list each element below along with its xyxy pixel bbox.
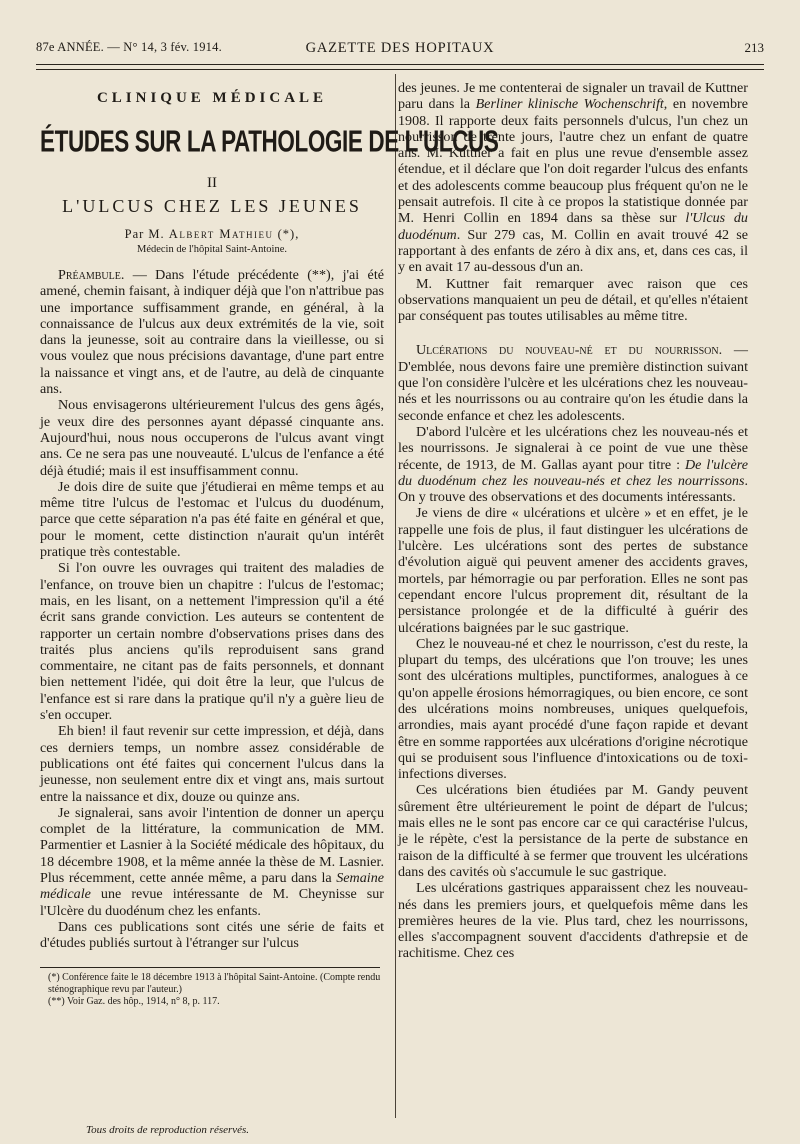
paragraph: Si l'on ouvre les ouvrages qui traitent des maladies de l'enfance, on trouve bien un chapitre : l'ulcus de l'estomac; mais, en les lisant, on a nettement l'impression qu'il a été écrit sans grande conviction. Les auteurs se contentent de rapporter un certain nombre d'observations prises dans des traités plus anciens qu'ils reproduisent sans grand commentaire, ne citant pas de faits personnels, et donnant bien nettement l'idée, qui doit être la leur, que l'ulcus de l'enfance est si rare dans la pratique qu'il n'y a guère lieu de s'en occuper. [40,560,384,724]
column-divider [395,74,396,1118]
issue-info: 87e ANNÉE. — N° 14, 3 fév. 1914. [36,40,222,54]
author-name: Albert Mathieu [168,227,274,241]
paragraph: Nous envisagerons ultérieurement l'ulcus des gens âgés, je veux dire des personnes ayant dépassé cinquante ans. Aujourd'hui, nous nous occuperons de l'ulcus avant vingt ans. Ce ne sera pas une nouveauté. L'ulcus de l'enfance a été déjà étudié; mais il est insuffisamment connu. [40,397,384,479]
paragraph: des jeunes. Je me contenterai de signaler un travail de Kuttner paru dans la Berliner klinische Wochenschrift, en novembre 1908. Il rapporte deux faits personnels d'ulcus, l'un chez un nourrisson de trente jours, l'autre chez un enfant de quatre ans. M. Kuttner a fait en plus une revue d'ensemble assez étendue, et il déclare que l'on doit regarder l'ulcus des enfants et des adolescents comme beaucoup plus fréquent qu'on ne le pensait autrefois. Il cite à ce propos la statistique donnée par M. Henri Collin en 1894 dans sa thèse sur l'Ulcus du duodénum. Sur 279 cas, M. Collin en avait trouvé 42 se rapportant à des enfants de zéro à dix ans, et, dans ces cas, il y en avait 17 au-dessous d'un an. [398,80,748,276]
paragraph: M. Kuttner fait remarquer avec raison que ces observations manquaient un peu de détail, et qu'elles n'étaient par conséquent pas toutes utilisables au même titre. [398,275,748,325]
paragraph: Ulcérations du nouveau-né et du nourrisson. — D'emblée, nous devons faire une première distinction suivant que l'on considère l'ulcère et les ulcérations chez les nouveau-nés et les nourrissons ou au contraire qu'on les étudie dans la seconde enfance et chez les adolescents. [398,342,748,424]
paragraph: Les ulcérations gastriques apparaissent chez les nouveau-nés dans les premiers jours, et quelquefois même dans les premières heures de la vie. Plus tard, chez les nourrissons, elles s'accompagnent souvent d'accidents d'athrepsie et de rachitisme. Chez ces [398,880,748,962]
page-number: 213 [744,40,764,55]
byline-suffix: (*), [273,227,300,241]
subsection-heading: Ulcérations du nouveau-né et du nourrisson. [416,342,723,359]
section-gap [398,324,748,342]
paragraph: Je dois dire de suite que j'étudierai en même temps et au même titre l'ulcus de l'estomac et l'ulcus du duodénum, parce que cette séparation n'a pas été faite en général et que, pour le moment, cette distinction n'aurait qu'un intérêt pratique très contestable. [40,478,384,561]
paragraph: Je signalerai, sans avoir l'intention de donner un aperçu complet de la littérature, la communication de MM. Parmentier et Lasnier à la Société médicale des hôpitaux, du 18 décembre 1908, et la même année la thèse de M. Lasnier. Plus récemment, cette année même, a paru dans la Semaine médicale une revue intéressante de M. Cheynisse sur l'Ulcère du duodénum chez les enfants. [40,804,384,919]
header-rule [36,64,764,70]
part-title: L'ULCUS CHEZ LES JEUNES [62,196,362,216]
paragraph: Chez le nouveau-né et chez le nourrisson, c'est du reste, la plupart du temps, des ulcérations que l'on trouve; les unes sont des ulcérations multiples, punctiformes, analogues à ce qu'on appelle érosions hémorragiques, ou bien encore, ce sont des ulcérations moins nombreuses, uniques quelquefois, arrondies, mais ayant procédé d'une façon rapide et devant être en somme rapportées aux ulcérations d'origine nécrotique qui se produisent sous l'influence d'intoxications ou de toxi-infections diverses. [398,635,748,783]
paragraph: D'abord l'ulcère et les ulcérations chez les nouveau-nés et les nourrissons. Je signalerai à ce point de vue une thèse récente, de 1913, de M. Gallas ayant pour titre : De l'ulcère du duodénum chez les nouveau-nés et chez les nourrissons. On y trouve des observations et des documents intéressants. [398,423,748,506]
left-column [40,80,499,1008]
paragraph: Eh bien! il faut revenir sur cette impression, et déjà, dans ces derniers temps, un nombre assez considérable de publications ont été faites qui concernent l'ulcus dans la jeunesse, non seulement entre dix et vingt ans, mais surtout entre la naissance et dix, douze ou quinze ans. [40,723,384,805]
part-number: II [207,175,217,191]
journal-title: GAZETTE DES HOPITAUX [305,40,495,56]
byline [40,227,384,242]
paragraph: Dans ces publications sont cités une série de faits et d'études publiés surtout à l'étranger sur l'ulcus [40,918,384,952]
section-label: CLINIQUE MÉDICALE [96,90,328,106]
paragraph: Préambule. — Dans l'étude précédente (**), j'ai été amené, chemin faisant, à indiquer déjà que l'on n'attribue pas une importance suffisamment grande, en général, à la connaissance de l'ulcus aux deux extrémités de la vie, soit dans la jeunesse, soit au contraire dans la vieillesse, ou si vous voulez que nous précisions davantage, d'une part entre la naissance et vingt ans, et de l'autre, au delà de cinquante ans. [40,267,384,398]
author-affiliation: Médecin de l'hôpital Saint-Antoine. [136,244,288,255]
byline-prefix: Par M. [124,227,169,241]
right-column [398,80,748,962]
paragraph: Ces ulcérations bien étudiées par M. Gandy peuvent sûrement être ultérieurement le point de départ de l'ulcus; mais elles ne le sont pas encore car ce qui caractérise l'ulcus, je le répète, c'est la persistance de la perte de substance en raison de la difficulté à se fermer que trouvent les ulcérations dans des cavités où s'accumule le suc gastrique. [398,782,748,880]
article-title: ÉTUDES SUR LA PATHOLOGIE DE L'ULCUS [40,124,499,159]
footnote: (*) Conférence faite le 18 décembre 1913 à l'hôpital Saint-Antoine. (Compte rendu sténographique revu par l'auteur.) [48,972,381,996]
footnote: (**) Voir Gaz. des hôp., 1914, n° 8, p. 117. [48,996,220,1008]
rights-notice: Tous droits de reproduction réservés. [86,1124,250,1136]
running-header [36,38,764,60]
paragraph-lead: Préambule. [58,267,125,283]
paragraph: Je viens de dire « ulcérations et ulcère » et en effet, je le rappelle une fois de plus, il faut distinguer les ulcérations de l'ulcère. Les ulcérations sont des pertes de substance d'évolution aiguë qui peuvent amener des accidents graves, mortels, par hémorragie ou par perforation. Elles ne sont pas cependant encore l'ulcus proprement dit, résultant de la persistance prolongée et de la difficulté à guérir des ulcérations baignées par le suc gastrique. [398,505,748,636]
footnote-rule [40,967,380,968]
